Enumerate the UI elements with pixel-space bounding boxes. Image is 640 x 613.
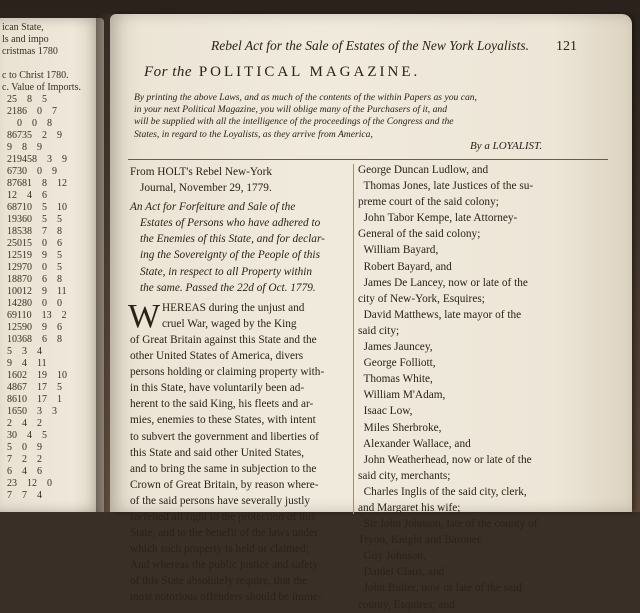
text-line: Thomas White, xyxy=(358,373,433,386)
intro-paragraph xyxy=(134,92,602,141)
text-line: Journal, November 29, 1779. xyxy=(140,182,272,195)
text-line: 18538 7 8 xyxy=(2,226,62,237)
text-line: 86735 2 9 xyxy=(2,130,62,141)
text-line: Daniel Claus, and xyxy=(358,566,445,579)
act-body xyxy=(128,297,354,606)
text-line: 10368 6 8 xyxy=(2,334,62,345)
text-line: 5 0 9 xyxy=(2,442,42,453)
text-line: 9 8 9 xyxy=(2,142,42,153)
text-line: David Matthews, late mayor of the xyxy=(358,308,522,321)
text-line: 12 4 6 xyxy=(2,190,47,201)
text-line: 18870 6 8 xyxy=(2,274,62,285)
right-page xyxy=(110,14,632,611)
text-line: county, Esquires; and xyxy=(358,598,455,611)
body-lines xyxy=(130,332,354,606)
text-line: of this State absolutely require, that the xyxy=(130,575,308,588)
text-line: John Weatherhead, now or late of the xyxy=(358,453,532,466)
text-line: 5 3 4 xyxy=(2,346,42,357)
text-line: 4867 17 5 xyxy=(2,382,62,393)
text-line: said city, merchants; xyxy=(358,469,451,482)
intro-line: States, in regard to the Loyalists, as they arrive from America, xyxy=(134,128,373,140)
text-line: and Margaret his wife; xyxy=(358,501,461,514)
text-line: General of the said colony; xyxy=(358,228,481,241)
text-line: c to Christ 1780. xyxy=(2,70,69,81)
text-line: William M'Adam, xyxy=(358,389,446,402)
text-line: George Duncan Ludlow, and xyxy=(358,164,489,176)
text-line: 10012 9 11 xyxy=(2,286,67,297)
text-line: James Jauncey, xyxy=(358,341,433,354)
text-line: 68710 5 10 xyxy=(2,202,67,213)
text-line: And whereas the public justice and safety xyxy=(130,559,319,572)
text-line: Sir John Johnson, late of the county of xyxy=(358,518,538,531)
text-line: which such property is held or claimed; xyxy=(130,543,309,556)
page-number: 121 xyxy=(556,39,577,54)
text-line: most notorious offenders should be imme- xyxy=(130,591,322,604)
text-line: 8610 17 1 xyxy=(2,394,62,405)
intro-line: in your next Political Magazine, you will oblige many of the Purchasers of it, and xyxy=(134,104,447,116)
text-line: mies, enemies to these States, with intent xyxy=(130,414,316,427)
text-line: 14280 0 0 xyxy=(2,298,62,309)
text-line: ls and impo xyxy=(2,34,49,45)
text-line: herent to the said King, his fleets and ar- xyxy=(130,398,314,411)
text-line: William Bayard, xyxy=(358,244,439,257)
text-line: Crown of Great Britain, by reason where- xyxy=(130,478,319,491)
text-line: said city; xyxy=(358,324,400,337)
intro-line: By printing the above Laws, and as much of the contents of the within Papers as you can, xyxy=(134,92,477,103)
left-page xyxy=(0,18,104,512)
drop-cap: W xyxy=(128,297,161,335)
section-title-lead: For the xyxy=(144,64,193,80)
left-column xyxy=(130,162,354,606)
text-line: 0 0 8 xyxy=(2,118,52,129)
text-line: HEREAS during the unjust and xyxy=(162,301,305,314)
section-title xyxy=(144,64,604,81)
text-line: Tryon, Knight and Baronet; xyxy=(358,534,484,547)
text-line: Guy Johnson, xyxy=(358,550,426,563)
section-title-main: POLITICAL MAGAZINE. xyxy=(198,64,421,80)
text-line: 69110 13 2 xyxy=(2,310,67,321)
text-line: Estates of Persons who have adhered to xyxy=(140,217,321,230)
intro-line: will be supplied with all the intelligence of the proceedings of the Congress and the xyxy=(134,116,454,128)
running-head: Rebel Act for the Sale of Estates of the New York Loyalists. xyxy=(211,38,529,53)
text-line: the same. Passed the 22d of Oct. 1779. xyxy=(140,281,316,294)
text-line: to subvert the government and liberties of xyxy=(130,430,319,443)
text-line: ican State, xyxy=(2,22,44,33)
text-line: Thomas Jones, late Justices of the su- xyxy=(358,180,534,193)
text-line: From HOLT's Rebel New-York xyxy=(130,166,272,178)
right-column xyxy=(358,162,598,613)
text-line: 87681 8 12 xyxy=(2,178,67,189)
text-line: 219458 3 9 xyxy=(2,154,67,165)
text-line: 2186 0 7 xyxy=(2,106,57,117)
text-line: George Folliott, xyxy=(358,357,436,370)
text-line: An Act for Forfeiture and Sale of the xyxy=(130,201,296,214)
divider-rule xyxy=(128,159,608,160)
text-line: 6730 0 9 xyxy=(2,166,57,177)
text-line: Isaac Low, xyxy=(358,405,413,418)
text-line: cristmas 1780 xyxy=(2,46,58,57)
text-line: 6 4 6 xyxy=(2,466,42,477)
text-line: 23 12 0 xyxy=(2,478,52,489)
text-line: 30 4 5 xyxy=(2,430,47,441)
text-line: and to bring the same in subjection to the xyxy=(130,462,317,475)
text-line: of Great Britain against this State and the xyxy=(130,333,317,346)
text-line: 7 7 4 xyxy=(2,490,42,501)
text-line: persons holding or claiming property with- xyxy=(130,366,325,379)
text-line: in this State, have voluntarily been ad- xyxy=(130,382,305,395)
text-line: John Butler, now or late of the said xyxy=(358,582,522,595)
text-line: 12590 9 6 xyxy=(2,322,62,333)
dropcap-paragraph xyxy=(128,297,354,335)
text-line: 19360 5 5 xyxy=(2,214,62,225)
text-line: forfeited all right to the protection of this xyxy=(130,510,316,523)
text-line: 12970 0 5 xyxy=(2,262,62,273)
text-line: 2 4 2 xyxy=(2,418,42,429)
text-line: Robert Bayard, and xyxy=(358,260,452,273)
text-line: c. Value of Imports. xyxy=(2,82,81,93)
text-line: 25 8 5 xyxy=(2,94,47,105)
text-line: other United States of America, divers xyxy=(130,350,304,363)
signature: By a LOYALIST. xyxy=(470,140,543,152)
source-heading xyxy=(130,164,354,196)
text-line: city of New-York, Esquires; xyxy=(358,292,485,305)
text-line: Charles Inglis of the said city, clerk, xyxy=(358,485,527,498)
text-line: ing the Sovereignty of the People of this xyxy=(140,249,320,262)
text-line: Miles Sherbroke, xyxy=(358,421,442,434)
text-line: 9 4 11 xyxy=(2,358,47,369)
text-line: 1602 19 10 xyxy=(2,370,67,381)
text-line: 1650 3 3 xyxy=(2,406,57,417)
text-line: State, and to the benefit of the laws under xyxy=(130,527,318,540)
text-line: 12519 9 5 xyxy=(2,250,62,261)
text-line: this State and said other United States, xyxy=(130,446,305,459)
text-line: John Tabor Kempe, late Attorney- xyxy=(358,212,518,225)
text-line: of the said persons have severally justly xyxy=(130,494,311,507)
text-line: Alexander Wallace, and xyxy=(358,437,471,450)
text-line: preme court of the said colony; xyxy=(358,196,499,209)
text-line: James De Lancey, now or late of the xyxy=(358,276,528,289)
text-line: cruel War, waged by the King xyxy=(162,317,297,330)
text-line: State, in respect to all Property within xyxy=(140,265,313,278)
text-line: 7 2 2 xyxy=(2,454,42,465)
act-title xyxy=(130,199,354,296)
text-line: the Enemies of this State, and for declar- xyxy=(140,233,325,246)
text-line: 25015 0 6 xyxy=(2,238,62,249)
